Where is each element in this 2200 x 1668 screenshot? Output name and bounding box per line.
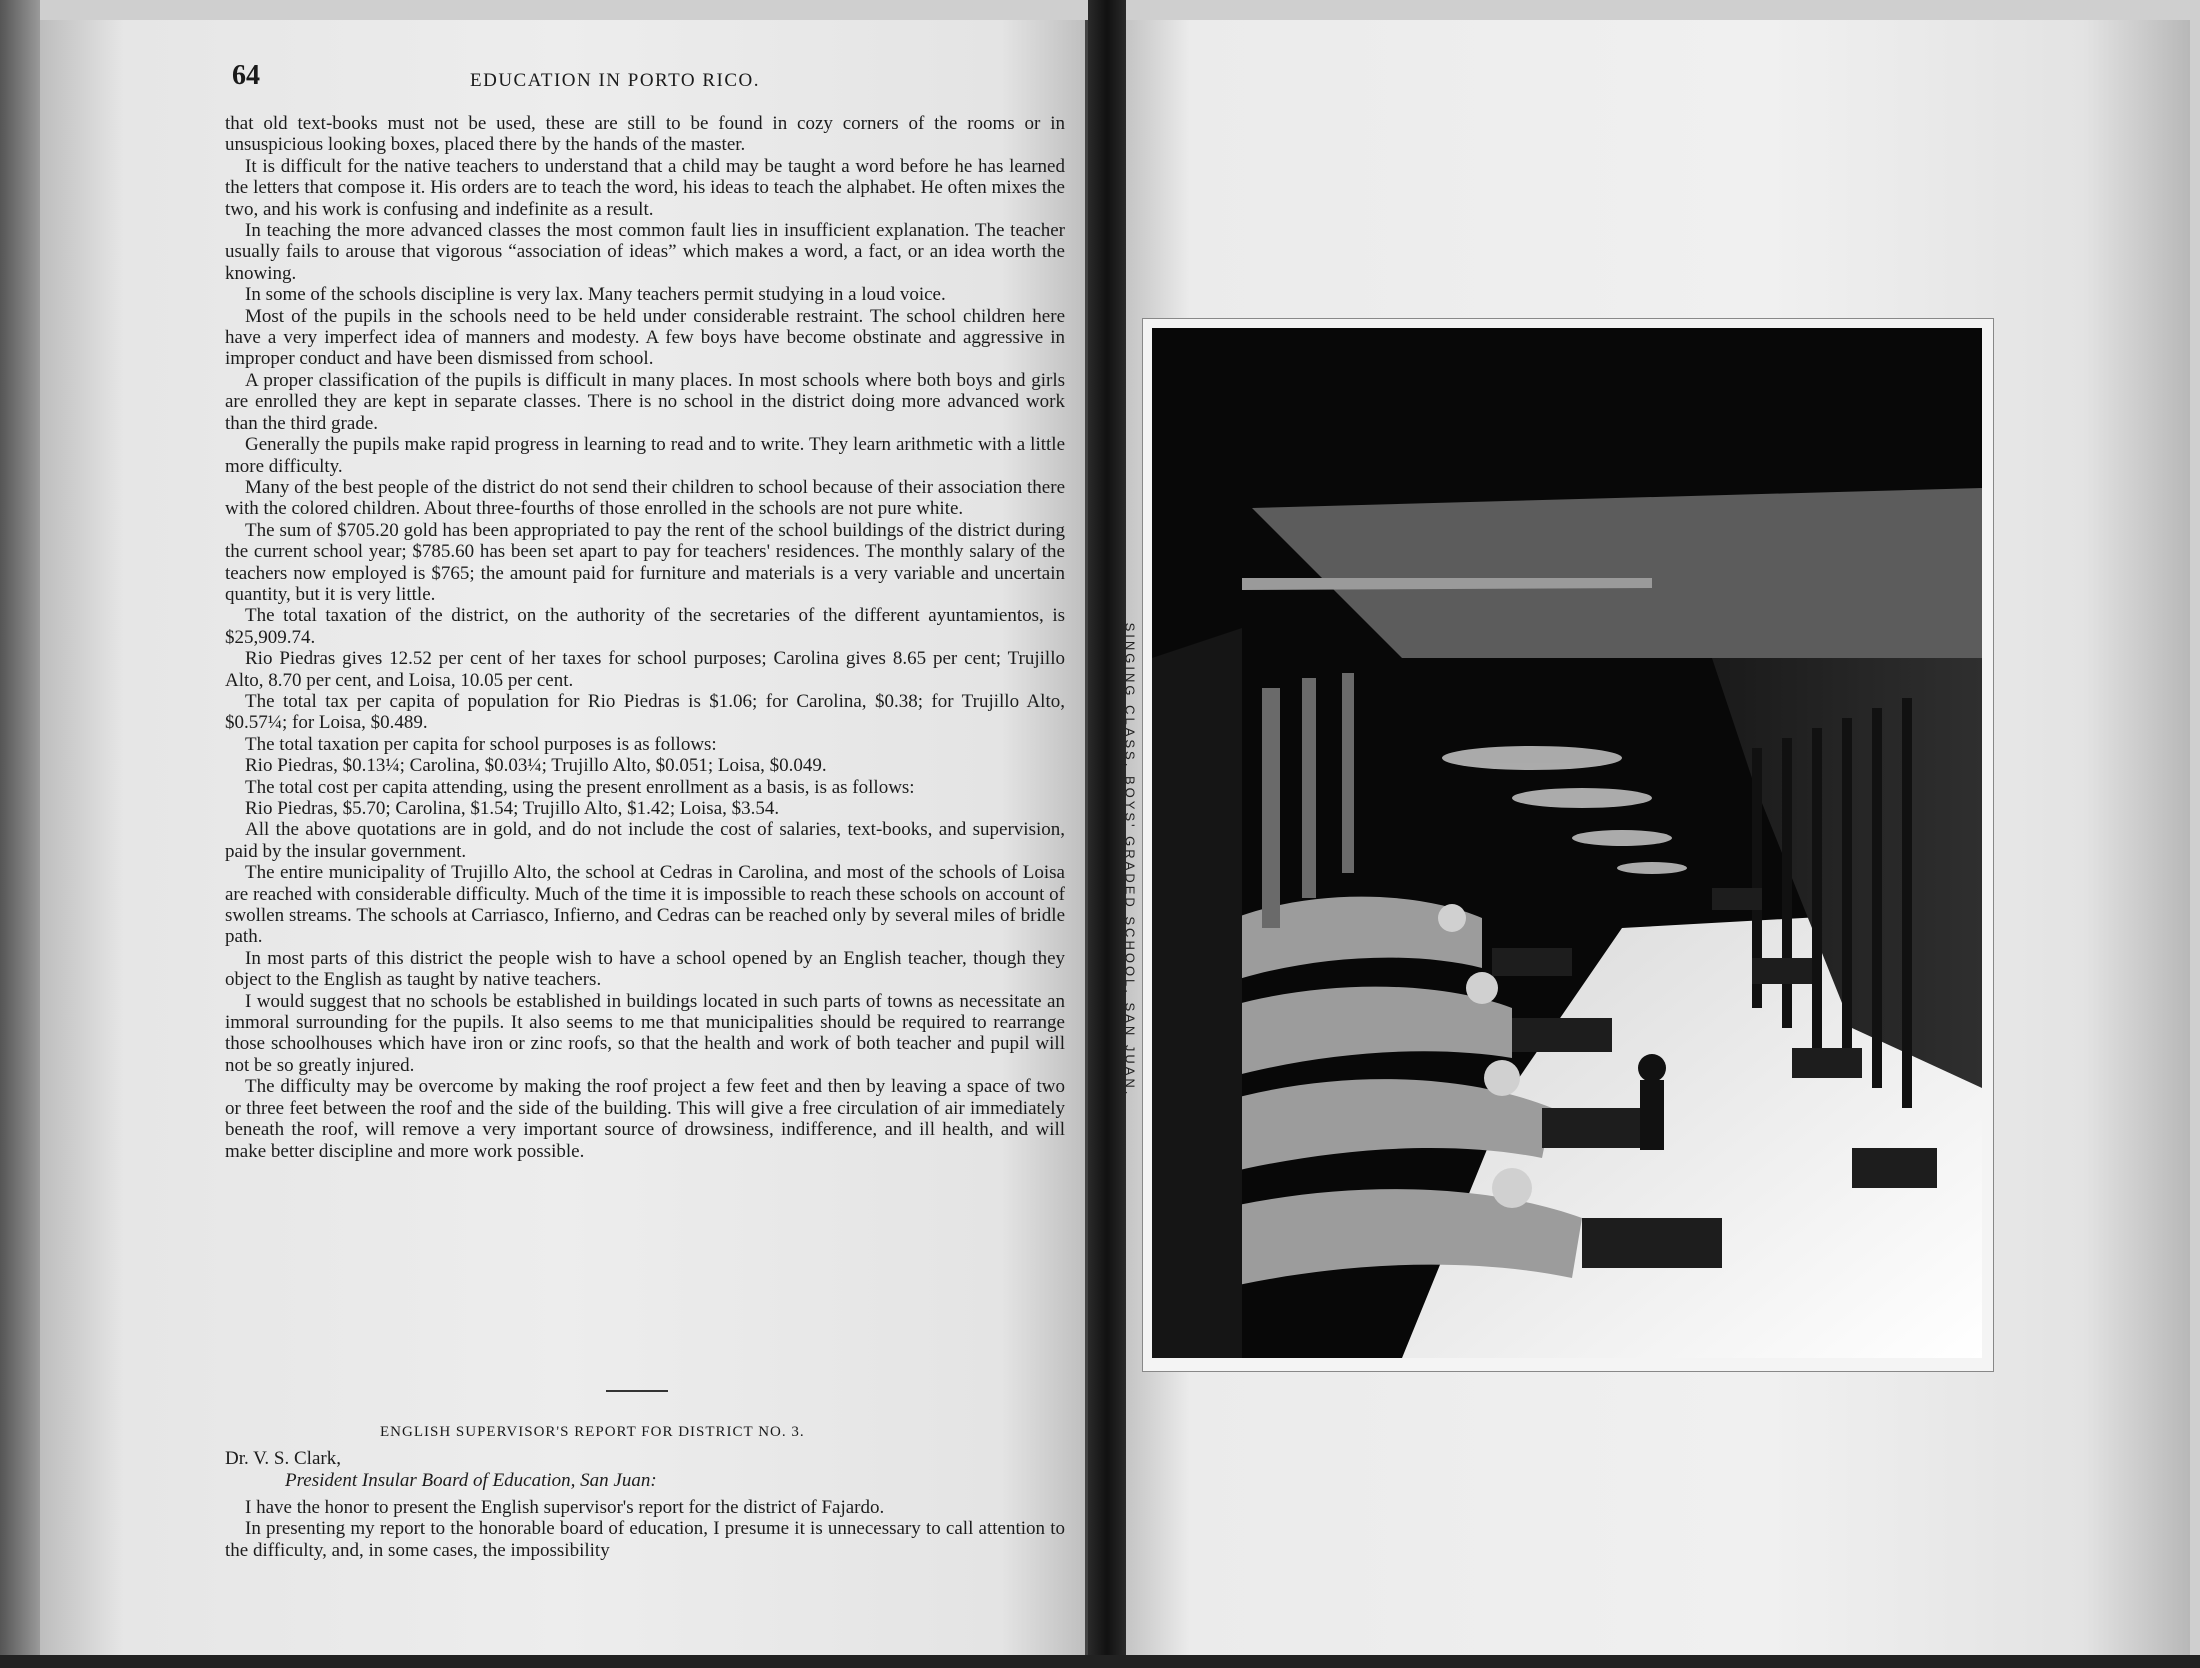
paragraph: The total taxation per capita for school purposes is as follows: <box>245 733 717 755</box>
paragraph: The total tax per capita of population for Rio Piedras is $1.06; for Carolina, $0.38; for Trujillo Alto, $0.57¼; for Loisa, $0.489. <box>225 690 1065 734</box>
paragraph: It is difficult for the native teachers to understand that a child may be taught a word before he has learned the letters that compose it. His orders are to teach the word, his ideas to teach the alphabet. He often mixes the two, and his work is confusing and indefinite as a result. <box>225 155 1065 220</box>
letter-text <box>225 1497 1065 1561</box>
report-heading: ENGLISH SUPERVISOR'S REPORT FOR DISTRICT NO. 3. <box>380 1424 805 1440</box>
paragraph: Many of the best people of the district do not send their children to school because of their association there with the colored children. About three-fourths of those enrolled in the schools are not pure white. <box>225 476 1065 520</box>
addressee: Dr. V. S. Clark, <box>225 1448 341 1469</box>
paragraph: Rio Piedras, $5.70; Carolina, $1.54; Trujillo Alto, $1.42; Loisa, $3.54. <box>245 798 780 819</box>
paragraph: In some of the schools discipline is very lax. Many teachers permit studying in a loud voice. <box>245 284 946 306</box>
paragraph: I would suggest that no schools be established in buildings located in such parts of towns as necessitate an immoral surrounding for the pupils. It also seems to me that municipalities should be required to rearrange those schoolhouses which have iron or zinc roofs, so that the health and work of both teacher and pupil will not be so greatly injured. <box>225 990 1065 1076</box>
addressee-title: President Insular Board of Education, San Juan: <box>285 1470 657 1491</box>
paragraph: The difficulty may be overcome by making the roof project a few feet and then by leaving a space of two or three feet between the roof and the side of the building. This will give a free circulation of air immediately beneath the roof, will remove a very important source of drowsiness, indifference, and ill health, and will make better discipline and more work possible. <box>225 1076 1065 1162</box>
paragraph: A proper classification of the pupils is difficult in many places. In most schools where both boys and girls are enrolled they are kept in separate classes. There is no school in the district doing more advanced work than the third grade. <box>225 369 1065 434</box>
section-divider <box>606 1390 668 1392</box>
paragraph: In teaching the more advanced classes the most common fault lies in insufficient explanation. The teacher usually fails to arouse that vigorous “association of ideas” which makes a word, a fact, or an idea worth the knowing. <box>225 220 1065 284</box>
scan-bottom-edge <box>0 1655 2200 1668</box>
paragraph: Rio Piedras, $0.13¼; Carolina, $0.03¼; Trujillo Alto, $0.051; Loisa, $0.049. <box>245 755 827 777</box>
photo-caption: SINGING CLASS, BOYS' GRADED SCHOOL, SAN JUAN. <box>1122 622 1138 1098</box>
running-head: EDUCATION IN PORTO RICO. <box>470 70 760 91</box>
classroom-photo-image <box>1152 328 1982 1358</box>
paragraph: In most parts of this district the people wish to have a school opened by an English teacher, though they object to the English as taught by native teachers. <box>225 947 1065 991</box>
paragraph: The sum of $705.20 gold has been appropriated to pay the rent of the school buildings of the district during the current school year; $785.60 has been set apart to pay for teachers' residences. The monthly salary of the teachers now employed is $765; the amount paid for furniture and materials is a very variable and uncertain quantity, but it is very little. <box>225 519 1065 605</box>
paragraph: I have the honor to present the English supervisor's report for the district of Fajardo. <box>245 1497 885 1518</box>
photo-plate <box>1142 318 1994 1372</box>
body-text <box>225 113 1065 1162</box>
paragraph: All the above quotations are in gold, and do not include the cost of salaries, text-books, and supervision, paid by the insular government. <box>225 819 1065 862</box>
paragraph: The total taxation of the district, on the authority of the secretaries of the different ayuntamientos, is $25,909.74. <box>225 605 1065 648</box>
paragraph: Generally the pupils make rapid progress in learning to read and to write. They learn arithmetic with a little more difficulty. <box>225 434 1065 477</box>
paragraph: In presenting my report to the honorable board of education, I presume it is unnecessary to call attention to the difficulty, and, in some cases, the impossibility <box>225 1518 1065 1561</box>
book-gutter <box>1088 0 1126 1668</box>
scan-left-edge <box>0 0 40 1668</box>
paragraph: The entire municipality of Trujillo Alto, the school at Cedras in Carolina, and most of the schools of Loisa are reached with considerable difficulty. Much of the time it is impossible to reach these schools on account of swollen streams. The schools at Carriasco, Infierno, and Cedras can be reached only by several miles of bridle path. <box>225 862 1065 948</box>
paragraph: that old text-books must not be used, these are still to be found in cozy corners of the rooms or in unsuspicious looking boxes, placed there by the hands of the master. <box>225 113 1065 156</box>
paragraph: Rio Piedras gives 12.52 per cent of her taxes for school purposes; Carolina gives 8.65 per cent; Trujillo Alto, 8.70 per cent, and Loisa, 10.05 per cent. <box>225 648 1065 691</box>
page-number: 64 <box>232 60 260 91</box>
paragraph: Most of the pupils in the schools need to be held under considerable restraint. The school children here have a very imperfect idea of manners and modesty. A few boys have become obstinate and aggressive in improper conduct and have been dismissed from school. <box>225 305 1065 370</box>
classroom-photograph <box>1152 328 1982 1358</box>
paragraph: The total cost per capita attending, using the present enrollment as a basis, is as follows: <box>245 776 915 798</box>
